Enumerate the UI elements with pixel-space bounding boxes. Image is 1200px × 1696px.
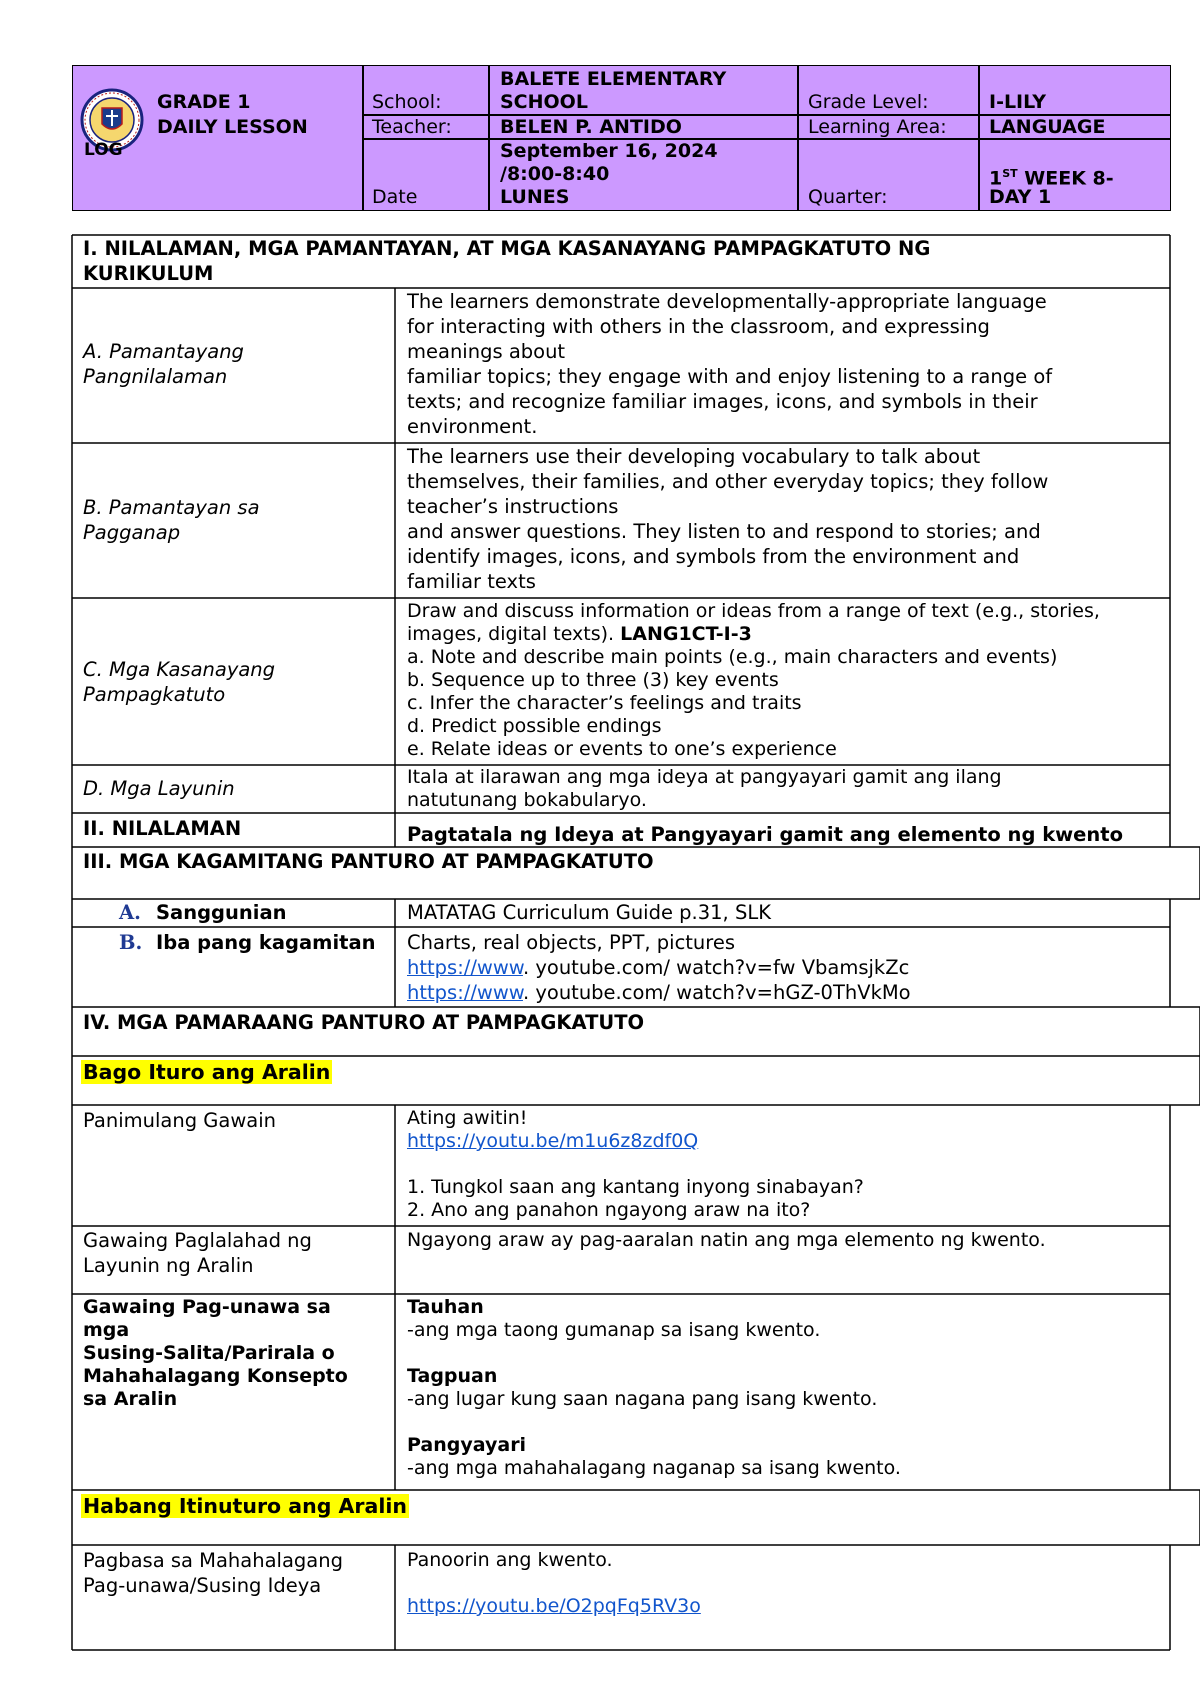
panimula-content: Ating awitin! https://youtu.be/m1u6z8zdf0Q 1. Tungkol saan ang kantang inyong sinabayan? 2. Ano ang panahon ngayong araw na ito? — [407, 1107, 864, 1221]
section1-title: I. NILALAMAN, MGA PAMANTAYAN, AT MGA KASANAYANG PAMPAGKATUTO NG KURIKULUM — [83, 237, 931, 285]
pagunawa-label: Gawaing Pag-unawa sa mga Susing-Salita/Parirala o Mahahalagang Konsepto sa Aralin — [83, 1296, 348, 1410]
habang-heading: Habang Itinuturo ang Aralin — [83, 1494, 407, 1518]
sanggunian-content: MATATAG Curriculum Guide p.31, SLK — [407, 901, 771, 924]
section2-label: II. NILALAMAN — [83, 817, 242, 840]
section3-title: III. MGA KAGAMITANG PANTURO AT PAMPAGKATUTO — [83, 850, 654, 873]
quarter-value-line2: DAY 1 — [989, 186, 1052, 208]
row-b-content: The learners use their developing vocabulary to talk about themselves, their families, and other everyday topics; they follow teacher’s instructions and answer questions. They listen to and respond to stories; and identify images, icons, and symbols from the environment and familiar texts — [407, 445, 1049, 593]
row-c-label: C. Mga Kasanayang Pampagkatuto — [83, 658, 276, 706]
bago-heading: Bago Ituro ang Aralin — [83, 1060, 331, 1084]
daily-lesson-title: DAILY LESSON — [157, 116, 308, 138]
iba-content: Charts, real objects, PPT, pictures https://www. youtube.com/ watch?v=fw VbamsjkZc https://www. youtube.com/ watch?v=hGZ-0ThVkMo — [407, 931, 911, 1004]
paglalahad-content: Ngayong araw ay pag-aaralan natin ang mga elemento ng kwento. — [407, 1229, 1046, 1251]
date-value-line1: September 16, 2024 — [500, 140, 718, 162]
iba-label: Iba pang kagamitan — [156, 931, 376, 954]
teacher-label: Teacher: — [372, 116, 452, 138]
pagbasa-content: Panoorin ang kwento. https://youtu.be/O2pqFq5RV3o — [407, 1549, 701, 1617]
school-value-line1: BALETE ELEMENTARY — [500, 68, 727, 90]
school-label: School: — [372, 91, 442, 113]
quarter-label: Quarter: — [808, 186, 888, 208]
paglalahad-label: Gawaing Paglalahad ng Layunin ng Aralin — [83, 1229, 312, 1277]
learning-area-label: Learning Area: — [808, 116, 947, 138]
pagbasa-story-link[interactable]: https://youtu.be/O2pqFq5RV3o — [407, 1595, 701, 1617]
sanggunian-marker: A. — [119, 901, 141, 924]
row-d-label: D. Mga Layunin — [83, 777, 235, 800]
iba-marker: B. — [119, 931, 143, 954]
row-c-content: Draw and discuss information or ideas from a range of text (e.g., stories, images, digital texts). LANG1CT-I-3 a. Note and describe main points (e.g., main characters and events) b. Sequence up to three (3) key events c. Infer the character’s feelings and traits d. Predict possible endings e. Relate ideas or events to one’s experience — [407, 600, 1100, 760]
date-value-line2: /8:00-8:40 — [500, 163, 610, 185]
teacher-value: BELEN P. ANTIDO — [500, 116, 682, 138]
sanggunian-label: Sanggunian — [156, 901, 287, 924]
panimula-song-link[interactable]: https://youtu.be/m1u6z8zdf0Q — [407, 1130, 699, 1152]
quarter-value-line1: 1ST WEEK 8- — [989, 167, 1114, 190]
row-a-label: A. Pamantayang Pangnilalaman — [83, 340, 244, 388]
section2-content: Pagtatala ng Ideya at Pangyayari gamit ang elemento ng kwento — [407, 823, 1123, 846]
grade-level-label: Grade Level: — [808, 91, 929, 113]
row-a-content: The learners demonstrate developmentally-appropriate language for interacting with others in the classroom, and expressing meanings about familiar topics; they engage with and enjoy listening to a range of texts; and recognize familiar images, icons, and symbols in their environment. — [407, 290, 1053, 438]
learning-area-value: LANGUAGE — [989, 116, 1106, 138]
pagbasa-label: Pagbasa sa Mahahalagang Pag-unawa/Susing Ideya — [83, 1549, 343, 1597]
section4-title: IV. MGA PAMARAANG PANTURO AT PAMPAGKATUTO — [83, 1011, 645, 1034]
pagunawa-content: Tauhan -ang mga taong gumanap sa isang kwento. Tagpuan -ang lugar kung saan nagana pang isang kwento. Pangyayari -ang mga mahahalagang naganap sa isang kwento. — [407, 1296, 901, 1479]
date-value-line3: LUNES — [500, 186, 570, 208]
grade-level-value: I-LILY — [989, 91, 1047, 113]
row-d-content: Itala at ilarawan ang mga ideya at pangyayari gamit ang ilang natutunang bokabularyo. — [407, 766, 1002, 811]
row-b-label: B. Pamantayan sa Pagganap — [83, 496, 260, 544]
youtube-link-1[interactable]: https://www — [407, 956, 523, 979]
date-label: Date — [372, 186, 418, 208]
school-value-line2: SCHOOL — [500, 91, 588, 113]
panimula-label: Panimulang Gawain — [83, 1109, 277, 1132]
youtube-link-2[interactable]: https://www — [407, 981, 523, 1004]
logo-text-fragment: LOG — [84, 140, 123, 160]
grade-title: GRADE 1 — [157, 91, 251, 113]
